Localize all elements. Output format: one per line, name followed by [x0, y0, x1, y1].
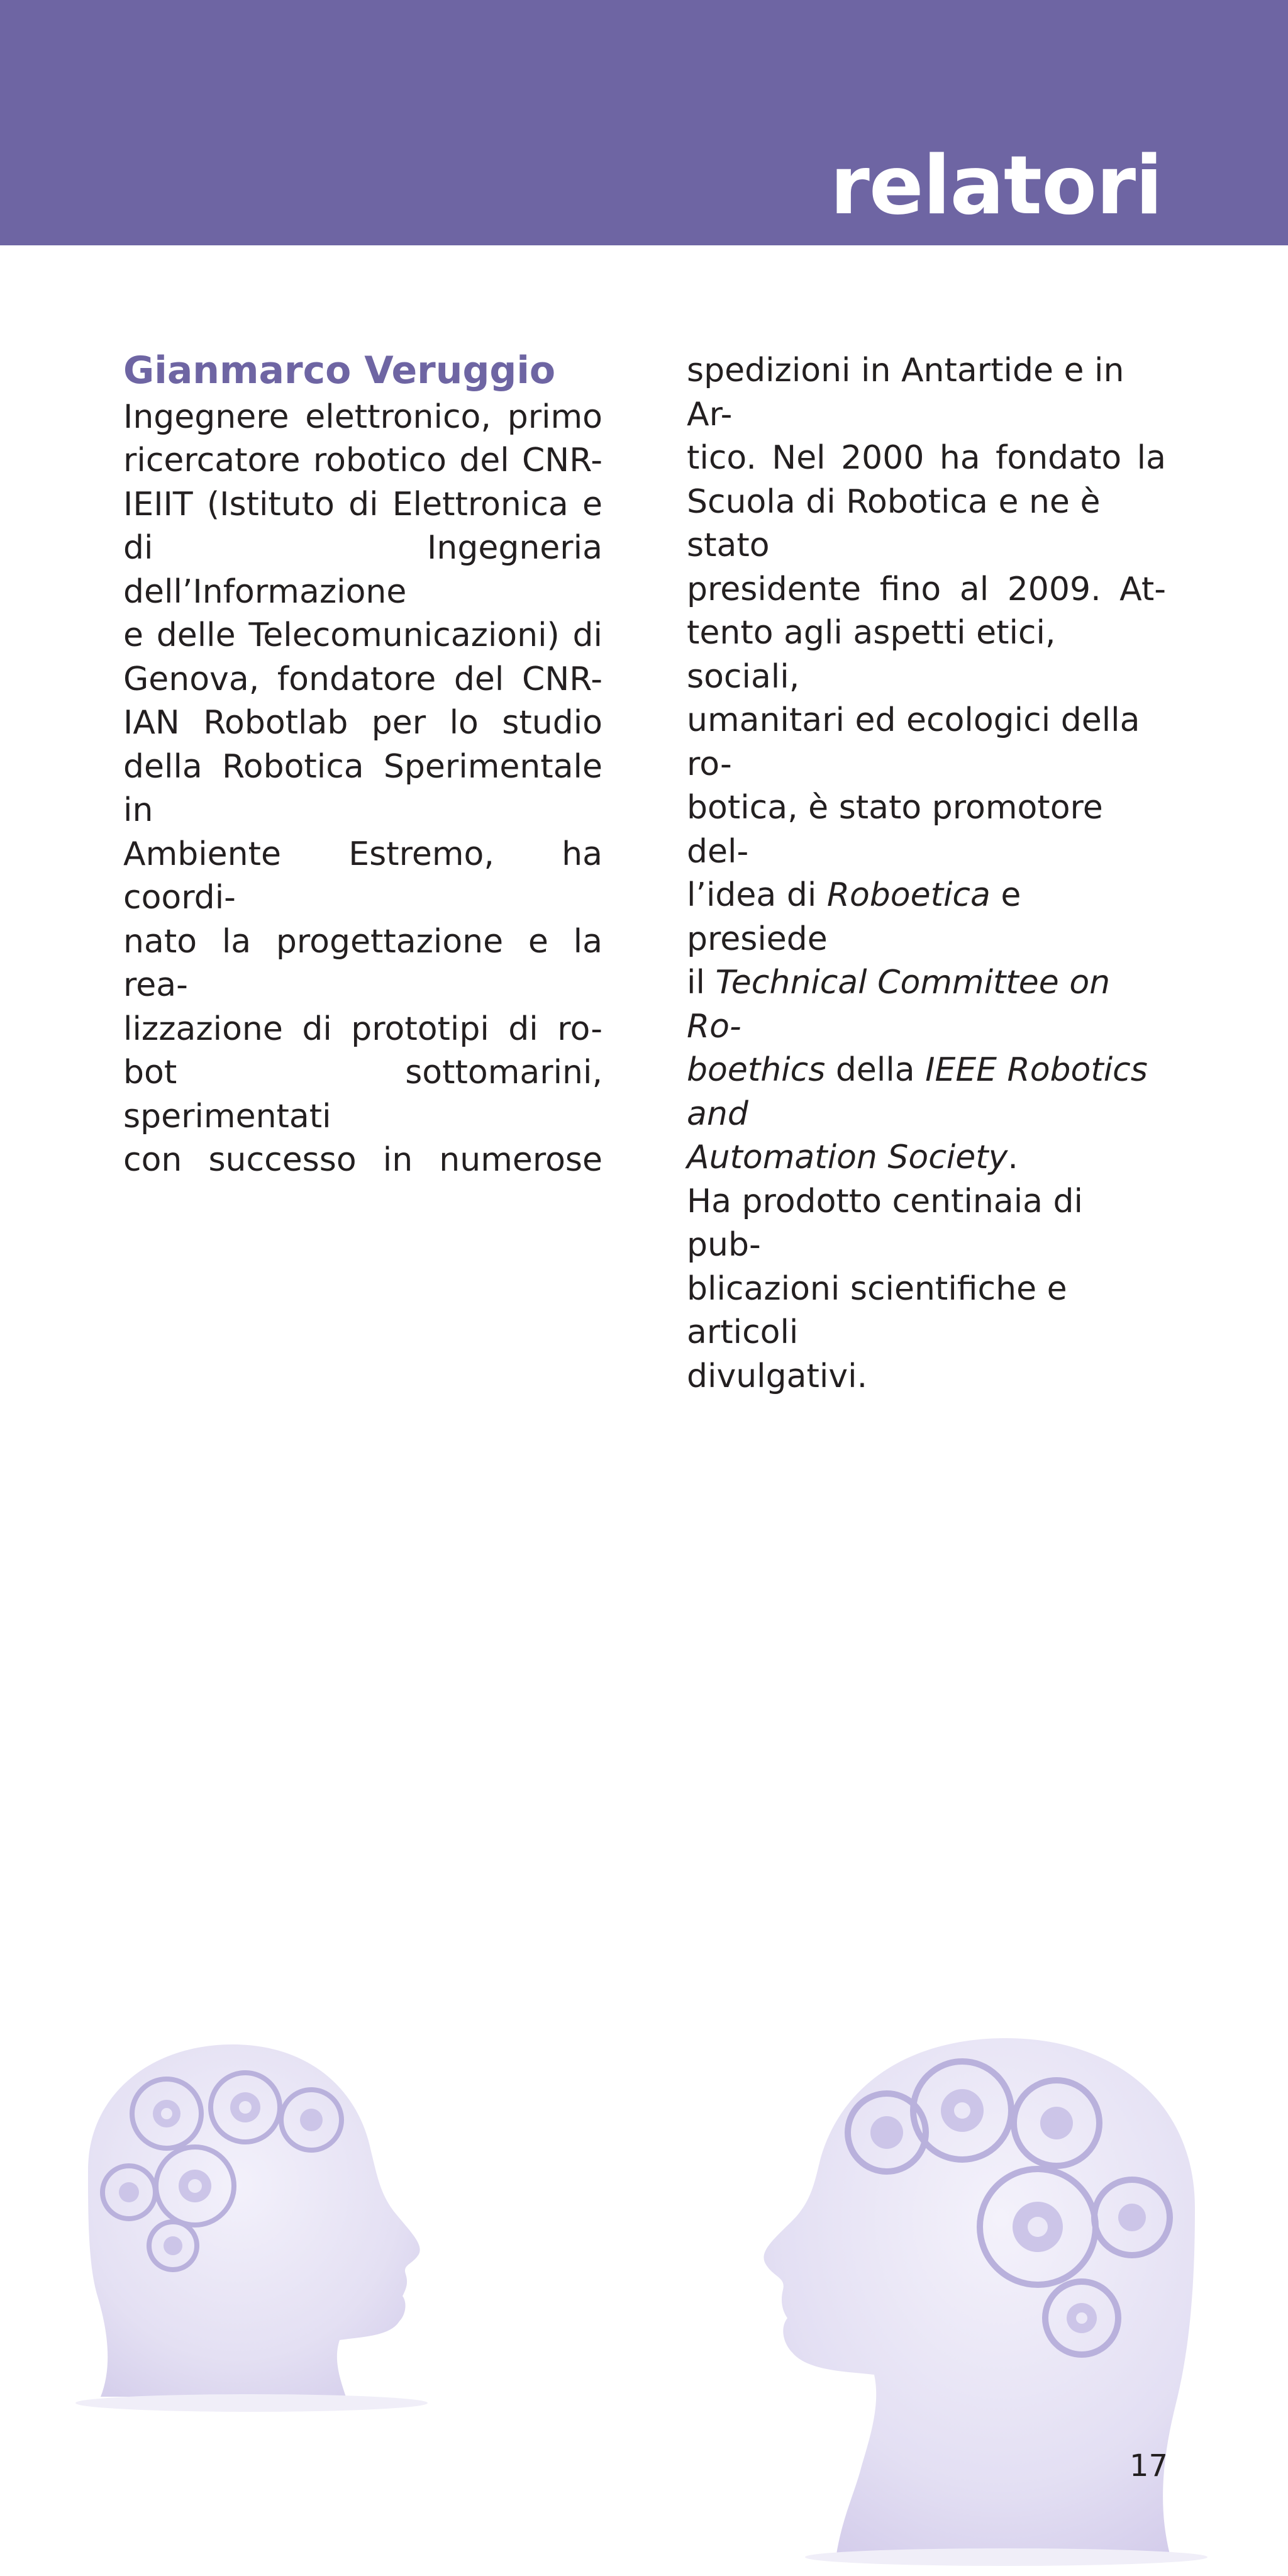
bio-text: e presiede — [687, 876, 1021, 958]
bio-line: tento agli aspetti etici, sociali, — [687, 614, 1056, 696]
bio-line: Scuola di Robotica e ne è stato — [687, 482, 1101, 564]
bio-line — [687, 1136, 1166, 1180]
bio-line: Ha prodotto centinaia di pub- — [687, 1182, 1083, 1264]
bio-line: nato la progettazione e la rea- — [123, 922, 602, 1004]
bio-line: con successo in numerose — [123, 1141, 602, 1179]
head-with-gears-illustration — [63, 2026, 465, 2416]
bio-line: divulgativi. — [687, 1357, 868, 1395]
bio-line: bot sottomarini, sperimentati — [123, 1054, 602, 1135]
bio-line: e delle Telecomunicazioni) di — [123, 616, 602, 654]
bio-line — [687, 1049, 1166, 1136]
bio-line: spedizioni in Antartide e in Ar- — [687, 352, 1124, 433]
bio-text: della — [825, 1051, 926, 1089]
bio-line: IEIIT (Istituto di Elettronica e — [123, 485, 602, 523]
text-column-left — [123, 349, 602, 1183]
bio-text: l’idea di — [687, 876, 827, 914]
bio-line: blicazioni scientifiche e articoli — [687, 1269, 1067, 1351]
text-column-right — [687, 349, 1166, 1398]
bio-line: tico. Nel 2000 ha fondato la — [687, 439, 1166, 477]
bio-italic: IEEE Robotics and — [687, 1051, 1148, 1133]
speaker-name: Gianmarco Veruggio — [123, 348, 556, 393]
bio-line: della Robotica Sperimentale in — [123, 747, 602, 829]
bio-line: Genova, fondatore del CNR- — [123, 660, 602, 698]
bio-line — [687, 874, 1166, 961]
bio-italic: Roboetica — [826, 876, 991, 914]
bio-line: IAN Robotlab per lo studio — [123, 704, 602, 742]
bio-line: lizzazione di prototipi di ro- — [123, 1010, 602, 1048]
header-band — [0, 0, 1288, 245]
bio-line: Ingegnere elettronico, primo — [123, 398, 602, 436]
bio-line: di Ingegneria dell’Informazione — [123, 529, 602, 611]
bio-line: Ambiente Estremo, ha coordi- — [123, 835, 602, 917]
bio-line: ricercatore robotico del CNR- — [123, 442, 602, 479]
bio-line: botica, è stato promotore del- — [687, 789, 1103, 871]
bio-text: il — [687, 964, 716, 1001]
bio-italic: boethics — [687, 1051, 826, 1089]
bio-text: . — [1008, 1139, 1018, 1176]
bio-italic: Automation Society — [687, 1139, 1008, 1176]
bio-line: presidente fino al 2009. At- — [687, 570, 1166, 608]
page-number: 17 — [1130, 2448, 1169, 2484]
bio-italic: Technical Committee on Ro- — [687, 964, 1111, 1045]
bio-line: umanitari ed ecologici della ro- — [687, 701, 1140, 783]
section-title: relatori — [830, 139, 1162, 233]
bio-line — [687, 961, 1166, 1049]
